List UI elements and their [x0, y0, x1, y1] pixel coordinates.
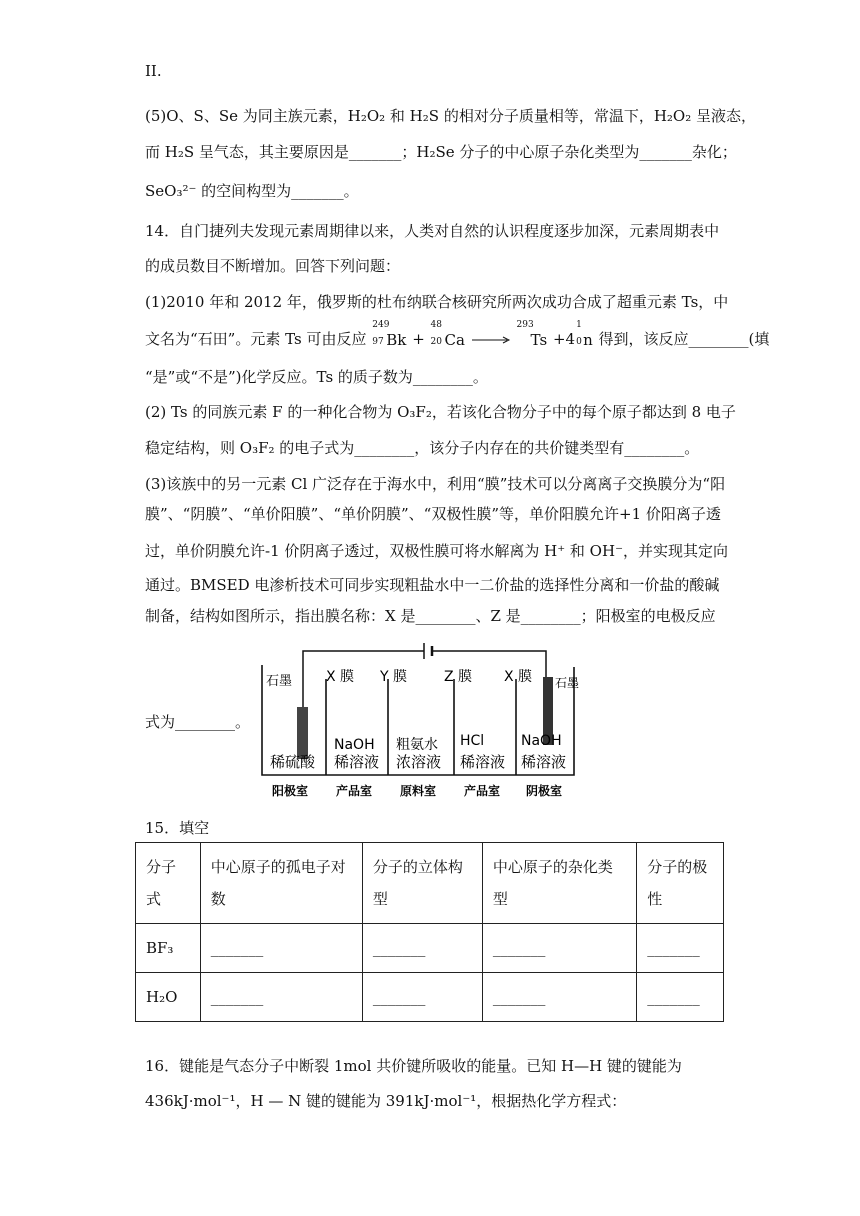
- nuclide-bk: 249 97 Bk: [372, 320, 407, 349]
- q14-p3-line5: 制备，结构如图所示，指出膜名称：X 是________、Z 是________；阳极室的电极反应: [145, 607, 716, 625]
- q14-p1-line2-a: 文名为“石田”。元素 Ts 可由反应: [145, 330, 367, 348]
- answer-blank: _______: [362, 924, 482, 973]
- q14-p1-line2: 文名为“石田”。元素 Ts 可由反应 249 97 Bk + 48 20 Ca 293 Ts +4 1 0 n 得到，该反应________(填: [145, 320, 770, 349]
- header-formula: 分子 式: [136, 843, 201, 924]
- membrane-label-4: X 膜: [504, 669, 533, 685]
- header-lone-pairs: 中心原子的孤电子对 数: [200, 843, 362, 924]
- anode-graphite-electrode: [297, 707, 308, 759]
- q14-p3-line2: 膜”、“阴膜”、“单价阳膜”、“单价阴膜”、“双极性膜”等，单价阳膜允许+1 价阳离子透: [145, 505, 721, 523]
- header-geometry: 分子的立体构 型: [362, 843, 482, 924]
- chamber-5-solute: NaOH: [521, 733, 562, 749]
- chamber-5-solution: 稀溶液: [521, 753, 567, 771]
- header-polarity: 分子的极 性: [637, 843, 724, 924]
- answer-blank: _______: [200, 924, 362, 973]
- membrane-label-2: Y 膜: [380, 669, 408, 685]
- q5-line3: SeO₃²⁻ 的空间构型为_______。: [145, 182, 359, 200]
- nuclide-n: 1 0 n: [576, 320, 593, 349]
- answer-blank: _______: [637, 973, 724, 1022]
- chamber-4-solute: HCl: [460, 733, 485, 749]
- q14-p2-line1: (2) Ts 的同族元素 F 的一种化合物为 O₃F₂，若该化合物分子中的每个原子都达到 8 电子: [145, 403, 736, 421]
- chamber-1-solution: 稀硫酸: [270, 753, 316, 771]
- answer-blank: _______: [200, 973, 362, 1022]
- electrode-label-left: 石墨: [266, 674, 293, 689]
- q14-p3-line1: (3)该族中的另一元素 Cl 广泛存在于海水中，利用“膜”技术可以分离离子交换膜分为“阳: [145, 475, 726, 493]
- table-row: [136, 973, 724, 1022]
- q14-p3-line4: 通过。BMSED 电渗析技术可同步实现粗盐水中一二价盐的选择性分离和一价盐的酸碱: [145, 576, 720, 594]
- q14-p1-line1: (1)2010 年和 2012 年，俄罗斯的杜布纳联合核研究所两次成功合成了超重元素 Ts，中: [145, 293, 729, 311]
- bmsed-cell-diagram: [258, 637, 580, 803]
- chamber-2-solute: NaOH: [334, 737, 375, 753]
- q14-p1-line2-b: 得到，该反应________(填: [598, 330, 770, 348]
- answer-blank: _______: [637, 924, 724, 973]
- q16-line2: 436kJ·mol⁻¹，H — N 键的键能为 391kJ·mol⁻¹，根据热化学方程式：: [145, 1092, 627, 1110]
- q5-line1: (5)O、S、Se 为同主族元素，H₂O₂ 和 H₂S 的相对分子质量相等，常温下，H₂O₂ 呈液态，: [145, 107, 756, 125]
- membrane-label-1: X 膜: [326, 669, 355, 685]
- membrane-label-3: Z 膜: [444, 669, 473, 685]
- chamber-3-solution: 浓溶液: [396, 753, 442, 771]
- answer-blank: _______: [482, 973, 636, 1022]
- nuclide-ts: 293 Ts: [516, 320, 548, 349]
- chamber-3-name: 原料室: [400, 784, 437, 798]
- section-roman: II.: [145, 62, 162, 80]
- table-row: [136, 924, 724, 973]
- header-hybridization: 中心原子的杂化类 型: [482, 843, 636, 924]
- nuclide-ca: 48 20 Ca: [430, 320, 465, 349]
- chamber-4-solution: 稀溶液: [460, 753, 506, 771]
- q15-title: 15．填空: [145, 819, 210, 837]
- q14-intro2: 的成员数目不断增加。回答下列问题：: [145, 257, 401, 275]
- table-header-row: [136, 843, 724, 924]
- row-formula: BF₃: [136, 924, 201, 973]
- answer-blank: _______: [362, 973, 482, 1022]
- chamber-4-name: 产品室: [464, 784, 501, 798]
- electrode-label-right: 石墨: [555, 676, 580, 690]
- q14-p3-line3: 过，单价阴膜允许-1 价阴离子透过，双极性膜可将水解离为 H⁺ 和 OH⁻，并实现其定向: [145, 542, 728, 560]
- answer-blank: _______: [482, 924, 636, 973]
- q15-table: [135, 842, 724, 1022]
- chamber-1-name: 阳极室: [272, 784, 309, 798]
- reaction-arrow: [471, 329, 511, 351]
- row-formula: H₂O: [136, 973, 201, 1022]
- chamber-2-name: 产品室: [336, 784, 373, 798]
- chamber-2-solution: 稀溶液: [334, 753, 380, 771]
- chamber-3-solute: 粗氨水: [396, 737, 438, 753]
- q14-p3-line6: 式为________。: [145, 713, 251, 731]
- q14-intro1: 14．自门捷列夫发现元素周期律以来，人类对自然的认识程度逐步加深，元素周期表中: [145, 222, 720, 240]
- q5-line2: 而 H₂S 呈气态，其主要原因是_______；H₂Se 分子的中心原子杂化类型为_______杂化；: [145, 143, 737, 161]
- q16-line1: 16．键能是气态分子中断裂 1mol 共价键所吸收的能量。已知 H—H 键的键能为: [145, 1057, 682, 1075]
- q14-p1-line3: “是”或“不是”)化学反应。Ts 的质子数为________。: [145, 368, 488, 386]
- q14-p2-line2: 稳定结构，则 O₃F₂ 的电子式为________，该分子内存在的共价键类型有________。: [145, 439, 700, 457]
- chamber-5-name: 阴极室: [526, 784, 563, 798]
